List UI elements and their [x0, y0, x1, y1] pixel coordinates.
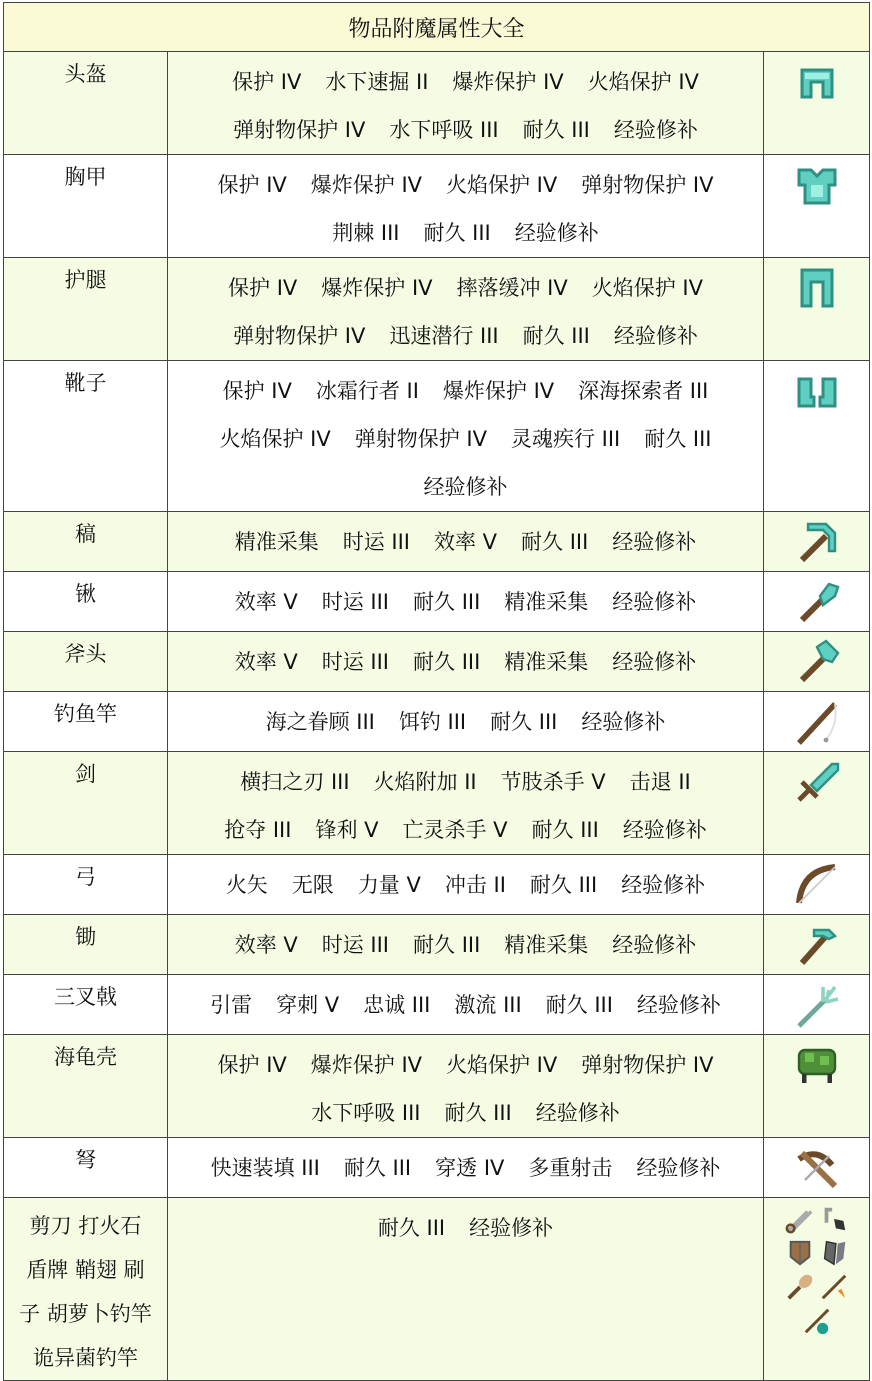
enchantment: 力量 V: [357, 873, 421, 897]
enchantment: 爆炸保护 IV: [452, 70, 564, 94]
enchantments-cell: [168, 258, 764, 361]
enchantment: 经验修补: [612, 590, 697, 614]
crossbow-icon: [793, 1144, 841, 1192]
enchantment: 耐久 III: [522, 324, 590, 348]
diamond-leggings-icon: [793, 264, 841, 312]
enchantment: 时运 III: [321, 650, 390, 674]
item-icon-cell: [764, 1035, 870, 1138]
item-name-line: 剪刀 打火石: [29, 1214, 142, 1238]
enchantments-cell: [168, 915, 764, 975]
item-name: 头盔: [4, 52, 168, 155]
enchantment: 保护 IV: [217, 1053, 287, 1077]
enchantment: 效率 V: [234, 933, 298, 957]
enchantment: 耐久 III: [343, 1156, 412, 1180]
enchantment: 保护 IV: [222, 379, 292, 403]
enchantment: 经验修补: [612, 650, 697, 674]
table-row: [4, 1198, 870, 1381]
carrot-on-a-stick-icon: [819, 1272, 849, 1302]
enchantment: 冰霜行者 II: [315, 379, 419, 403]
item-icon-cell: [764, 632, 870, 692]
enchantment: 经验修补: [613, 324, 698, 348]
enchantment-line: [168, 1089, 763, 1137]
enchantment: 爆炸保护 IV: [310, 1053, 422, 1077]
enchantment-line: [168, 1204, 763, 1252]
enchantment: 时运 III: [342, 530, 410, 554]
item-icon-cell: [764, 361, 870, 512]
item-name: 弩: [4, 1138, 168, 1198]
enchantment-table: [3, 2, 870, 1381]
table-row: [4, 258, 870, 361]
item-icon-cell: [764, 1198, 870, 1381]
enchantments-cell: [168, 1138, 764, 1198]
enchantments-cell: [168, 1198, 764, 1381]
enchantments-cell: [168, 572, 764, 632]
enchantment: 火焰保护 IV: [446, 173, 558, 197]
enchantment-line: [168, 698, 763, 746]
item-name: 弓: [4, 855, 168, 915]
enchantment: 耐久 III: [413, 650, 481, 674]
enchantment-line: [168, 1041, 763, 1089]
diamond-shovel-icon: [793, 578, 841, 626]
diamond-boots-icon: [793, 367, 841, 415]
item-icon-cell: [764, 1138, 870, 1198]
enchantment-line: [168, 578, 763, 626]
item-name-line: 诡异菌钓竿: [33, 1346, 138, 1370]
enchantments-cell: [168, 692, 764, 752]
item-icon-cell: [764, 752, 870, 855]
enchantment-line: [168, 264, 763, 312]
enchantment: 火焰附加 II: [373, 770, 477, 794]
enchantment: 经验修补: [612, 933, 697, 957]
enchantments-cell: [168, 975, 764, 1035]
enchantments-cell: [168, 361, 764, 512]
enchantment: 锋利 V: [315, 818, 379, 842]
enchantment: 耐久 III: [490, 710, 558, 734]
enchantment: 爆炸保护 IV: [310, 173, 422, 197]
enchantment-line: [168, 861, 763, 909]
diamond-pickaxe-icon: [793, 518, 841, 566]
enchantment: 经验修补: [469, 1216, 554, 1240]
enchantment-line: [168, 758, 763, 806]
enchantments-cell: [168, 155, 764, 258]
enchantment-line: [168, 312, 763, 360]
enchantment: 弹射物保护 IV: [233, 324, 366, 348]
enchantment: 水下速掘 II: [325, 70, 429, 94]
trident-icon: [793, 981, 841, 1029]
item-icon-cell: [764, 692, 870, 752]
enchantment: 耐久 III: [377, 1216, 446, 1240]
table-row: [4, 361, 870, 512]
enchantment-table-container: [3, 2, 869, 1381]
diamond-sword-icon: [793, 758, 841, 806]
enchantment: 耐久 III: [413, 590, 481, 614]
enchantment-line: [168, 209, 763, 257]
enchantments-cell: [168, 752, 764, 855]
bow-icon: [793, 861, 841, 909]
enchantment: 经验修补: [612, 530, 697, 554]
fishing-rod-icon: [793, 698, 841, 746]
item-icon-grid: [785, 1204, 849, 1336]
enchantment: 耐久 III: [644, 427, 712, 451]
table-row: [4, 752, 870, 855]
item-name: 三叉戟: [4, 975, 168, 1035]
enchantment: 经验修补: [581, 710, 666, 734]
table-row: [4, 1138, 870, 1198]
enchantment: 节肢杀手 V: [500, 770, 606, 794]
table-row: [4, 632, 870, 692]
enchantment: 精准采集: [504, 650, 589, 674]
enchantment: 耐久 III: [413, 933, 481, 957]
enchantment: 耐久 III: [545, 993, 613, 1017]
enchantment: 亡灵杀手 V: [402, 818, 508, 842]
item-icon-cell: [764, 975, 870, 1035]
flint-and-steel-icon: [819, 1204, 849, 1234]
enchantment: 经验修补: [535, 1101, 620, 1125]
enchantment: 爆炸保护 IV: [321, 276, 433, 300]
enchantment: 荆棘 III: [332, 221, 400, 245]
enchantment: 穿透 IV: [435, 1156, 505, 1180]
table-row: [4, 512, 870, 572]
enchantment: 精准采集: [504, 933, 589, 957]
brush-icon: [785, 1272, 815, 1302]
enchantment: 耐久 III: [423, 221, 491, 245]
table-row: [4, 915, 870, 975]
item-name: 海龟壳: [4, 1035, 168, 1138]
item-name: 稿: [4, 512, 168, 572]
table-row: [4, 692, 870, 752]
enchantment: 海之眷顾 III: [265, 710, 375, 734]
diamond-chestplate-icon: [793, 161, 841, 209]
enchantment: 弹射物保护 IV: [354, 427, 487, 451]
table-row: [4, 855, 870, 915]
enchantment: 经验修补: [621, 873, 706, 897]
warped-fungus-on-a-stick-icon: [802, 1306, 832, 1336]
enchantment: 精准采集: [504, 590, 589, 614]
enchantment: 火焰保护 IV: [446, 1053, 558, 1077]
enchantment: 多重射击: [528, 1156, 613, 1180]
table-row: [4, 572, 870, 632]
item-name: 锄: [4, 915, 168, 975]
enchantment: 深海探索者 III: [578, 379, 709, 403]
item-name: 剑: [4, 752, 168, 855]
enchantment: 火焰保护 IV: [587, 70, 699, 94]
enchantments-cell: [168, 512, 764, 572]
item-name: 斧头: [4, 632, 168, 692]
enchantment: 水下呼吸 III: [389, 118, 499, 142]
enchantment: 保护 IV: [232, 70, 302, 94]
enchantment: 耐久 III: [521, 530, 589, 554]
enchantment: 弹射物保护 IV: [581, 173, 714, 197]
enchantment: 保护 IV: [228, 276, 298, 300]
enchantment: 抢夺 III: [224, 818, 292, 842]
diamond-hoe-icon: [793, 921, 841, 969]
enchantment: 水下呼吸 III: [311, 1101, 421, 1125]
enchantment: 效率 V: [433, 530, 498, 554]
enchantment-line: [168, 638, 763, 686]
enchantments-cell: [168, 1035, 764, 1138]
item-name: 锹: [4, 572, 168, 632]
enchantment: 无限: [291, 873, 334, 897]
enchantment: 时运 III: [321, 933, 390, 957]
item-name-line: 子 胡萝卜钓竿: [19, 1302, 152, 1326]
table-row: [4, 52, 870, 155]
item-icon-cell: [764, 52, 870, 155]
enchantment: 爆炸保护 IV: [442, 379, 555, 403]
item-name: 钓鱼竿: [4, 692, 168, 752]
enchantment: 保护 IV: [217, 173, 287, 197]
shield-icon: [785, 1238, 815, 1268]
enchantment: 精准采集: [234, 530, 319, 554]
table-title: 物品附魔属性大全: [4, 3, 870, 52]
item-name: [4, 1198, 168, 1381]
item-icon-cell: [764, 258, 870, 361]
table-row: [4, 155, 870, 258]
enchantment: 弹射物保护 IV: [581, 1053, 714, 1077]
enchantment: 快速装填 III: [210, 1156, 320, 1180]
enchantment: 横扫之刃 III: [240, 770, 350, 794]
item-icon-cell: [764, 915, 870, 975]
enchantment-line: [168, 1144, 763, 1192]
enchantment: 效率 V: [234, 650, 298, 674]
enchantment: 经验修补: [514, 221, 599, 245]
enchantment-line: [168, 58, 763, 106]
enchantment-line: [168, 806, 763, 854]
elytra-icon: [819, 1238, 849, 1268]
item-icon-cell: [764, 155, 870, 258]
enchantment: 引雷: [210, 993, 253, 1017]
enchantments-cell: [168, 632, 764, 692]
diamond-helmet-icon: [793, 58, 841, 106]
enchantment: 饵钓 III: [398, 710, 467, 734]
enchantment: 火焰保护 IV: [591, 276, 703, 300]
enchantment: 激流 III: [454, 993, 522, 1017]
table-row: [4, 975, 870, 1035]
enchantment: 时运 III: [321, 590, 390, 614]
enchantment: 摔落缓冲 IV: [456, 276, 568, 300]
enchantment-line: [168, 518, 763, 566]
item-icon-cell: [764, 572, 870, 632]
shears-icon: [785, 1204, 815, 1234]
enchantment: 耐久 III: [444, 1101, 512, 1125]
diamond-axe-icon: [793, 638, 841, 686]
enchantment-line: [168, 106, 763, 154]
enchantment: 火矢: [225, 873, 268, 897]
enchantment: 经验修补: [636, 1156, 721, 1180]
enchantment-line: [168, 981, 763, 1029]
enchantment-line: [168, 921, 763, 969]
enchantment-line: [168, 415, 763, 463]
item-name: 护腿: [4, 258, 168, 361]
enchantment-line: [168, 367, 763, 415]
enchantment-line: [168, 463, 763, 511]
enchantment: 经验修补: [636, 993, 721, 1017]
enchantment: 冲击 II: [444, 873, 506, 897]
enchantment: 击退 II: [629, 770, 691, 794]
enchantment: 灵魂疾行 III: [510, 427, 621, 451]
enchantment: 耐久 III: [522, 118, 590, 142]
enchantment: 迅速潜行 III: [389, 324, 499, 348]
enchantment: 耐久 III: [529, 873, 598, 897]
enchantments-cell: [168, 52, 764, 155]
enchantment: 效率 V: [234, 590, 298, 614]
enchantments-cell: [168, 855, 764, 915]
enchantment: 穿刺 V: [276, 993, 340, 1017]
turtle-shell-icon: [793, 1041, 841, 1089]
enchantment: 忠诚 III: [363, 993, 431, 1017]
enchantment: 经验修补: [613, 118, 698, 142]
item-name-line: 盾牌 鞘翅 刷: [26, 1258, 145, 1282]
item-icon-cell: [764, 512, 870, 572]
enchantment: 经验修补: [423, 475, 508, 499]
item-icon-cell: [764, 855, 870, 915]
enchantment: 弹射物保护 IV: [233, 118, 366, 142]
enchantment: 耐久 III: [531, 818, 599, 842]
enchantment-line: [168, 161, 763, 209]
item-name: 靴子: [4, 361, 168, 512]
enchantment: 火焰保护 IV: [219, 427, 331, 451]
table-row: [4, 1035, 870, 1138]
item-name: 胸甲: [4, 155, 168, 258]
enchantment: 经验修补: [622, 818, 707, 842]
